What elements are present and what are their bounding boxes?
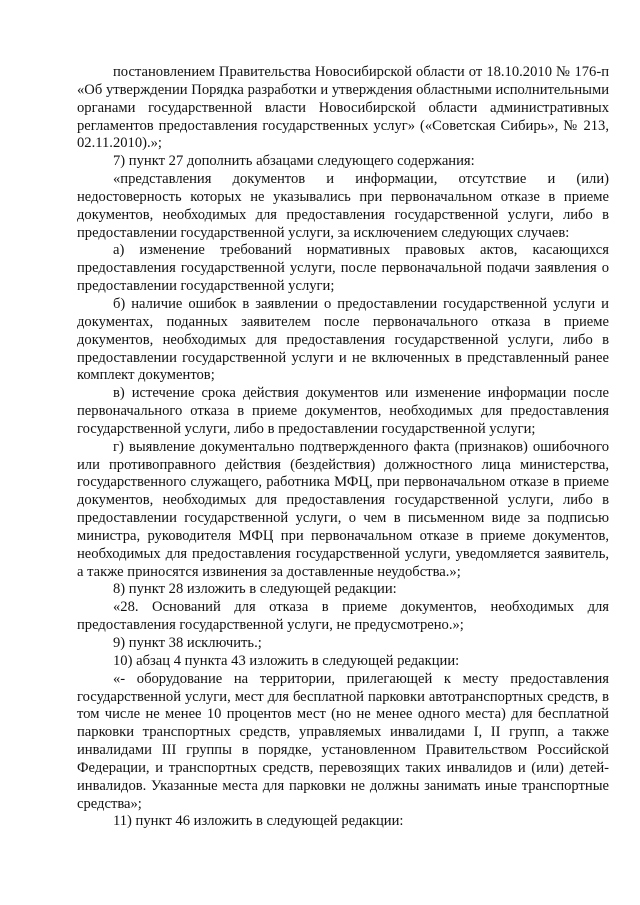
paragraph-subitem-v: в) истечение срока действия документов или изменение информации после первоначального отказа в приеме документов, необходимых для предоставления государственной услуги, либо в предоставлении государственной услуги; <box>77 385 609 437</box>
paragraph-item-11: 11) пункт 46 изложить в следующей редакции: <box>113 813 404 830</box>
paragraph-subitem-b: б) наличие ошибок в заявлении о предоставлении государственной услуги и документах, поданных заявителем после первоначального отказа в приеме документов, необходимых для предоставления государственной услуги, либо в предоставлении государственной услуги и не включенных в представленный ранее комплект документов; <box>77 295 609 384</box>
paragraph-item-10-text: «- оборудование на территории, прилегающей к месту предоставления государственной услуги, мест для бесплатной парковки автотранспортных средств, в том числе не менее 10 процентов мест (но не менее одного места) для бесплатной парковки транспортных средств, управляемых инвалидами I, II групп, а также инвалидами III группы в порядке, установленном Правительством Российской Федерации, и транспортных средств, перевозящих таких инвалидов и (или) детей-инвалидов. Указанные места для парковки не должны занимать иные транспортные средства»; <box>77 670 609 812</box>
paragraph-item-8: 8) пункт 28 изложить в следующей редакции: <box>113 581 397 598</box>
paragraph-item-9: 9) пункт 38 исключить.; <box>113 635 262 651</box>
paragraph-item-10: 10) абзац 4 пункта 43 изложить в следующей редакции: <box>113 652 460 669</box>
paragraph-item-7-text: «представления документов и информации, отсутствие и (или) недостоверность которых не указывались при первоначальном отказе в приеме документов, необходимых для предоставления государственной услуги, либо в предоставлении государственной услуги, за исключением следующих случаев: <box>77 171 609 241</box>
paragraph-item-8-text: «28. Оснований для отказа в приеме документов, необходимых для предоставления государственной услуги, не предусмотрено.»; <box>77 599 609 634</box>
paragraph-intro-continued: постановлением Правительства Новосибирской области от 18.10.2010 № 176-п «Об утверждении Порядка разработки и утверждения областными исполнительными органами государственной власти Новосибирской области административных регламентов предоставления государственных услуг» («Советская Сибирь», № 213, 02.11.2010).»; <box>77 64 609 152</box>
paragraph-subitem-a: а) изменение требований нормативных правовых актов, касающихся предоставления государственной услуги, после первоначальной подачи заявления о предоставлении государственной услуги; <box>77 242 609 295</box>
paragraph-item-7: 7) пункт 27 дополнить абзацами следующего содержания: <box>113 153 475 170</box>
document-page <box>77 64 609 831</box>
paragraph-subitem-g: г) выявление документально подтвержденного факта (признаков) ошибочного или противоправного действия (бездействия) должностного лица министерства, государственного служащего, работника МФЦ, при первоначальном отказе в приеме документов, необходимых для предоставления государственной услуги, либо в предоставлении государственной услуги, о чем в письменном виде за подписью министра, руководителя МФЦ при первоначальном отказе в приеме документов, необходимых для предоставления государственной услуги, уведомляется заявитель, а также приносятся извинения за доставленные неудобства.»; <box>77 438 609 580</box>
